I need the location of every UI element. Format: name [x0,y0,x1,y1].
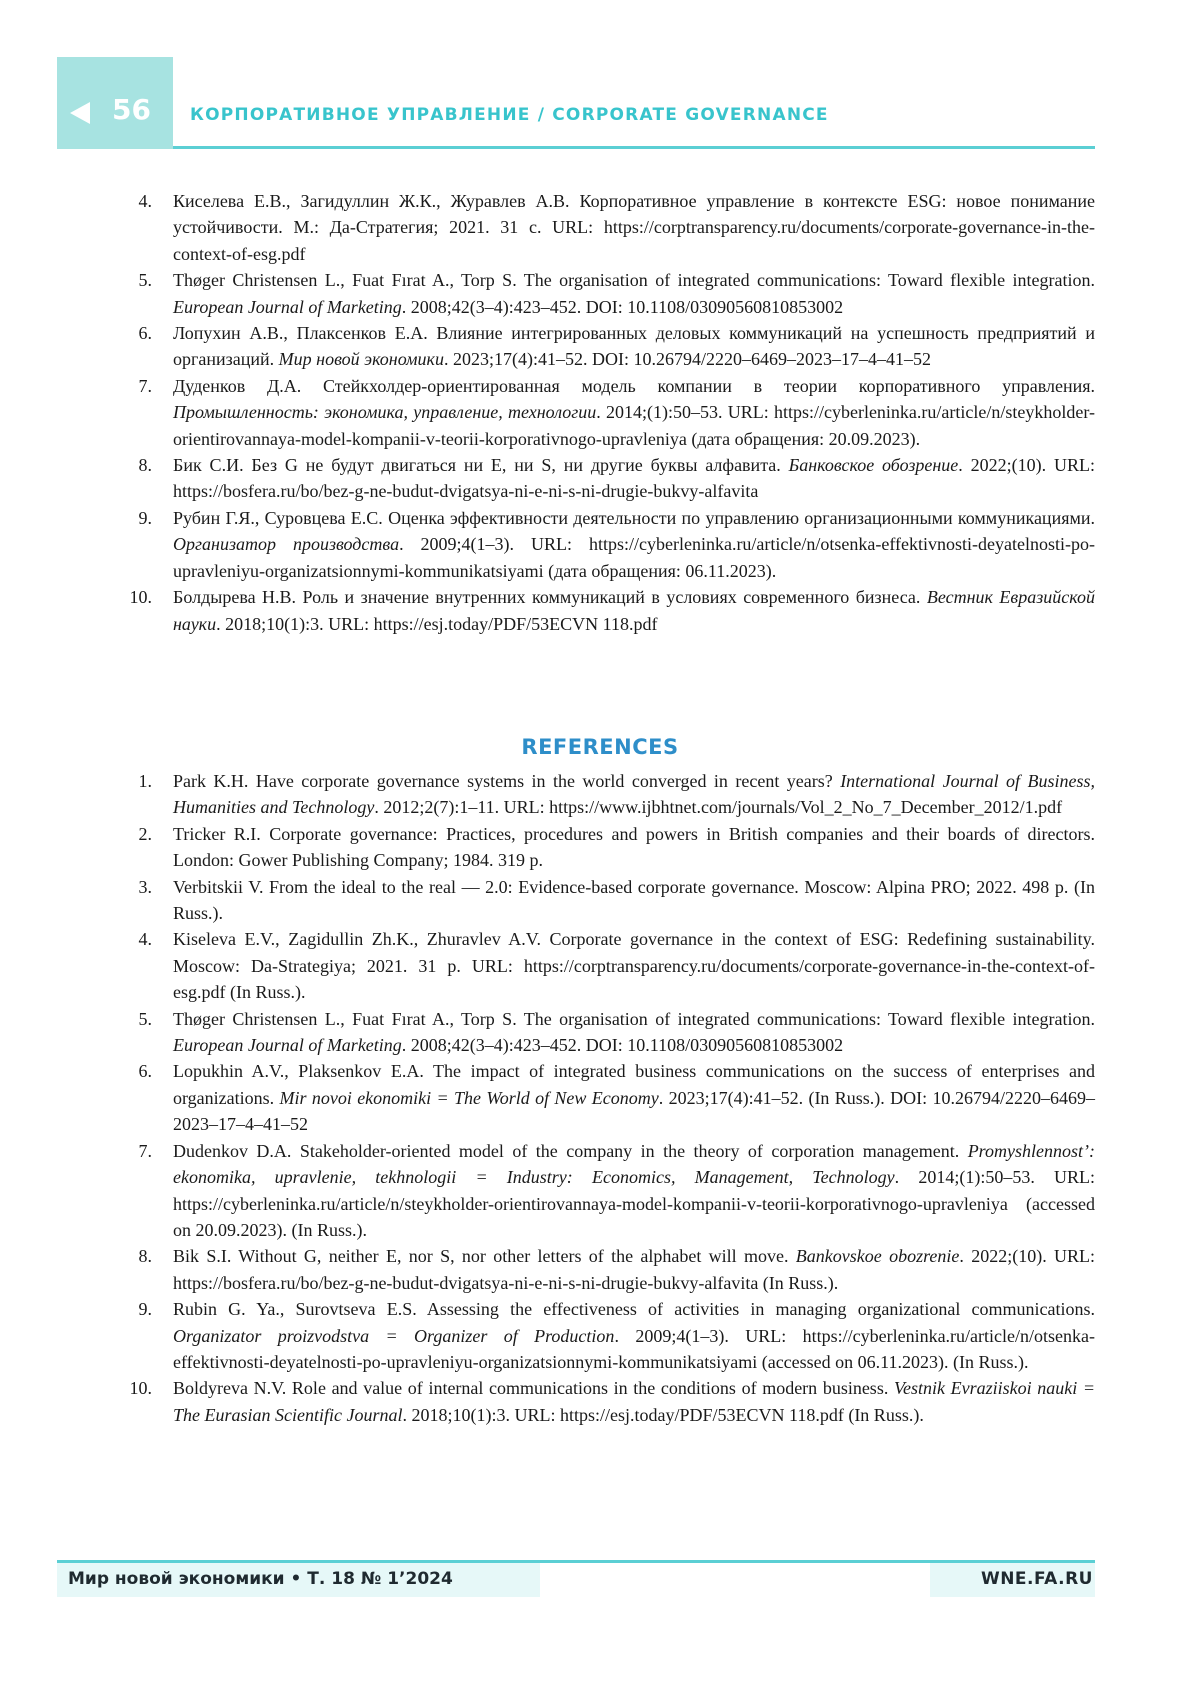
reference-text: Рубин Г.Я., Суровцева Е.С. Оценка эффективности деятельности по управлению организационными коммуникациями. [173,507,1095,528]
reference-tail: . 2018;10(1):3. URL: https://esj.today/PDF/53ECVN 118.pdf [216,613,658,634]
reference-number: 8. [138,455,152,476]
reference-text: Thøger Christensen L., Fuat Fırat A., Torp S. The organisation of integrated communications: Toward flexible integration. [173,270,1095,291]
reference-journal: International Journal of Business, Humanities and Technology [173,771,1095,818]
reference-number: 2. [138,823,152,844]
reference-journal: European Journal of Marketing [173,296,402,317]
footer-journal-info: Мир новой экономики • Т. 18 № 1’2024 [68,1569,453,1589]
reference-item [0,188,1095,267]
reference-tail: . 2008;42(3–4):423–452. DOI: 10.1108/03090560810853002 [401,1035,844,1056]
reference-item [0,267,1095,320]
reference-tail: . 2014;(1):50–53. URL: https://cyberleninka.ru/article/n/steykholder-orientirovannaya-model-kompanii-v-teorii-korporativnogo-upravleniya (accessed on 20.09.2023). (In Russ.). [173,1167,1095,1240]
page-number: 56 [112,93,151,126]
reference-item [0,768,1095,821]
reference-journal: Bankovskoe obozrenie [795,1246,960,1267]
reference-text: Verbitskii V. From the ideal to the real — 2.0: Evidence-based corporate governance. Moscow: Alpina PRO; 2022. 498 p. (In Russ.). [173,876,1095,924]
references-heading: REFERENCES [521,735,679,759]
reference-text: Болдырева Н.В. Роль и значение внутренних коммуникаций в условиях современного бизнеса. [173,587,927,608]
section-title: КОРПОРАТИВНОЕ УПРАВЛЕНИЕ / CORPORATE GOVERNANCE [190,105,829,125]
reference-item [0,926,1095,1005]
reference-journal: Промышленность: экономика, управление, технологии [173,402,597,423]
reference-item [0,373,1095,452]
reference-tail: . 2022;(10). URL: https://bosfera.ru/bo/bez-g-ne-budut-dvigatsya-ni-e-ni-s-ni-drugie-bukvy-alfavita [173,455,1095,502]
reference-journal: European Journal of Marketing [173,1035,402,1056]
reference-tail: . 2018;10(1):3. URL: https://esj.today/PDF/53ECVN 118.pdf (In Russ.). [402,1404,924,1425]
reference-text: Киселева Е.В., Загидуллин Ж.К., Журавлев А.В. Корпоративное управление в контексте ESG: новое понимание устойчивости. М.: Да-Стратегия; 2021. 31 с. URL: https://corptransparency.ru/documents/corporate-governance-in-the-context-of-esg.pdf [173,191,1095,264]
reference-number: 10. [129,587,152,608]
reference-item [0,1296,1095,1375]
reference-text: Dudenkov D.A. Stakeholder-oriented model of the company in the theory of corporation management. [173,1140,968,1161]
reference-number: 8. [138,1246,152,1267]
reference-text: Boldyreva N.V. Role and value of internal communications in the conditions of modern business. [173,1378,894,1399]
reference-text: Дуденков Д.А. Стейкхолдер-ориентированная модель компании в теории корпоративного управления. [173,375,1095,396]
reference-tail: . 2009;4(1–3). URL: https://cyberleninka.ru/article/n/otsenka-effektivnosti-deyatelnosti-po-upravleniyu-organizatsionnymi-kommunikatsiyami (accessed on 06.11.2023). (In Russ.). [173,1325,1095,1372]
reference-number: 7. [138,1140,152,1161]
reference-journal: Банковское обозрение [788,455,959,476]
reference-item [0,320,1095,373]
reference-tail: . 2022;(10). URL: https://bosfera.ru/bo/bez-g-ne-budut-dvigatsya-ni-e-ni-s-ni-drugie-bukvy-alfavita (In Russ.). [173,1246,1095,1293]
reference-number: 1. [138,771,152,791]
header-divider [173,146,1095,149]
reference-text: Park K.H. Have corporate governance systems in the world converged in recent years? [173,771,841,791]
reference-number: 5. [138,1008,152,1029]
reference-number: 5. [138,270,152,291]
reference-tail: . 2023;17(4):41–52. DOI: 10.26794/2220–6469–2023–17–4–41–52 [443,349,931,370]
references-ru-list [0,188,1200,637]
reference-tail: . 2008;42(3–4):423–452. DOI: 10.1108/03090560810853002 [401,296,844,317]
references-en-list [0,768,1200,1428]
reference-item [0,1243,1095,1296]
footer-site-link[interactable]: WNE.FA.RU [980,1569,1093,1589]
reference-item [0,874,1095,927]
reference-number: 6. [138,323,152,344]
reference-text: Lopukhin A.V., Plaksenkov E.A. The impact of integrated business communications on the success of enterprises and organizations. [173,1061,1095,1108]
reference-text: Bik S.I. Without G, neither E, nor S, nor other letters of the alphabet will move. [173,1246,796,1267]
reference-number: 7. [138,375,152,396]
reference-journal: Организатор производства [173,534,400,555]
reference-item [0,1006,1095,1059]
reference-number: 9. [138,507,152,528]
reference-item [0,1058,1095,1137]
reference-journal: Promyshlennost’: ekonomika, upravlenie, tekhnologii = Industry: Economics, Management, Technology [173,1140,1095,1188]
reference-text: Лопухин А.В., Плаксенков Е.А. Влияние интегрированных деловых коммуникаций на успешность предприятий и организаций. [173,323,1095,370]
reference-journal: Vestnik Evraziiskoi nauki = The Eurasian Scientific Journal [173,1378,1095,1425]
reference-text: Бик С.И. Без G не будут двигаться ни E, ни S, ни другие буквы алфавита. [173,455,789,476]
reference-tail: . 2009;4(1–3). URL: https://cyberleninka.ru/article/n/otsenka-effektivnosti-deyatelnosti-po-upravleniyu-organizatsionnymi-kommunikatsiyami (дата обращения: 06.11.2023). [173,534,1095,581]
reference-text: Kiseleva E.V., Zagidullin Zh.K., Zhuravlev A.V. Corporate governance in the context of ESG: Redefining sustainability. Moscow: Da-Strategiya; 2021. 31 p. URL: https://corptransparency.ru/documents/corporate-governance-in-the-context-of-esg.pdf (In Russ.). [173,929,1095,1003]
reference-item [0,584,1095,637]
reference-journal: Вестник Евразийской науки [173,587,1095,634]
reference-number: 4. [138,929,152,950]
reference-tail: . 2012;2(7):1–11. URL: https://www.ijbhtnet.com/journals/Vol_2_No_7_December_2012/1.pdf [374,797,1063,818]
reference-journal: Мир новой экономики [278,349,444,370]
reference-text: Rubin G. Ya., Surovtseva E.S. Assessing the effectiveness of activities in managing organizational communications. [173,1299,1095,1320]
reference-text: Tricker R.I. Corporate governance: Practices, procedures and powers in British companies and their boards of directors. London: Gower Publishing Company; 1984. 319 p. [173,823,1095,871]
reference-item [0,505,1095,584]
reference-text: Thøger Christensen L., Fuat Fırat A., Torp S. The organisation of integrated communications: Toward flexible integration. [173,1008,1095,1029]
reference-tail: . 2023;17(4):41–52. (In Russ.). DOI: 10.26794/2220–6469–2023–17–4–41–52 [173,1087,1095,1135]
reference-number: 4. [138,191,152,211]
reference-item [0,452,1095,505]
reference-number: 3. [138,876,152,897]
reference-item [0,1375,1095,1428]
reference-number: 6. [138,1061,152,1082]
back-arrow-icon[interactable] [70,102,90,124]
reference-journal: Mir novoi ekonomiki = The World of New Economy [279,1087,659,1108]
reference-tail: . 2014;(1):50–53. URL: https://cyberleninka.ru/article/n/steykholder-orientirovannaya-model-kompanii-v-teorii-korporativnogo-upravleniya (дата обращения: 20.09.2023). [173,402,1095,449]
reference-item [0,821,1095,874]
reference-journal: Organizator proizvodstva = Organizer of Production [173,1325,615,1346]
reference-number: 10. [129,1378,152,1399]
reference-item [0,1138,1095,1244]
reference-number: 9. [138,1299,152,1320]
